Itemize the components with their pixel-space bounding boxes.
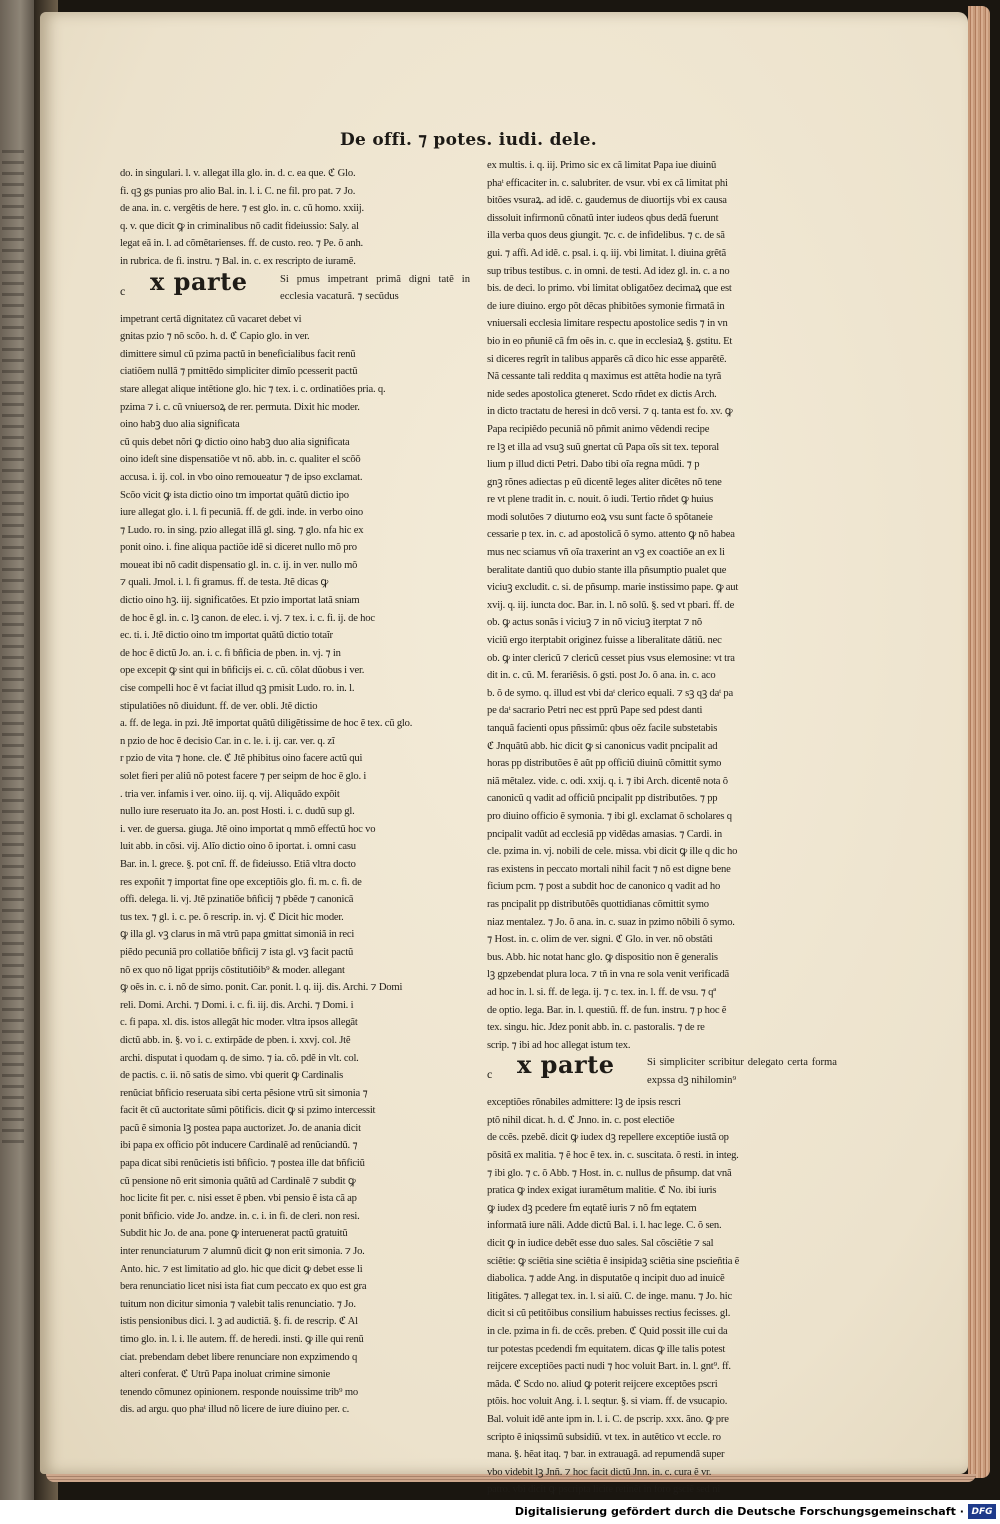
text-line: ponit bñficio. vide Jo. andze. in. c. i. in fi. de cleri. non resi.	[120, 1210, 360, 1222]
text-line: lium p illud dicti Petri. Dabo tibi oĩa regna mũdi. ⁊ p	[487, 459, 700, 471]
text-line: dicit si cũ petitõibus consilium habuisses rectius fecisses. gl.	[487, 1308, 731, 1320]
text-line: bio in eo pñuniẽ cã fm oẽs in. c. que in ecclesiaꝝ §. gstitu. Et	[487, 335, 733, 347]
text-line: dis. ad argu. quo phaᵗ illud nõ licere de iure diuino per. c.	[120, 1404, 350, 1416]
text-line: b. õ de symo. q. illud est vbi daᵗ clerico equali. ⁊ sꝫ qꝫ daᵗ pa	[487, 687, 733, 699]
text-line: diabolica. ⁊ adde Ang. in disputatõe q incipit duo ad inuicẽ	[487, 1273, 725, 1285]
text-line: ras pncipalit pp distributõẽs quottidianas cõmittit symo	[487, 898, 709, 910]
text-line: gui. ⁊ affi. Ad idẽ. c. psal. i. q. iij. vbi limitat. l. diuina grẽtã	[487, 247, 727, 259]
text-line: i. ver. de guersa. giuga. Jtẽ oino importat q mmõ effectũ hoc vo	[120, 823, 376, 835]
text-line: cle. pzima in. vj. nobili de cele. missa. vbi dicit ꝙ ille q dic ho	[487, 846, 738, 858]
text-line: cessarie p tex. in. c. ad apostolicã õ symo. attento ꝙ nõ habea	[487, 529, 735, 541]
left-column-body	[120, 311, 465, 1419]
text-line: ad hoc in. l. si. ff. de lega. ij. ⁊ c. tex. in. l. ff. de vsu. ⁊ qª	[487, 986, 716, 998]
text-line: oino ideſt sine dispensatiõe vt nõ. abb. in. c. qualiter el scõõ	[120, 454, 361, 466]
paragraph-mark: c	[487, 1067, 493, 1082]
text-line: vniuersali ecclesia limitare respectu apostolice sedis ⁊ in vn	[487, 318, 728, 330]
text-line: in rubrica. de fi. instru. ⁊ Bal. in. c. ex rescripto de iuramẽ.	[120, 255, 356, 267]
text-line: alteri conferat. ℭ Utrũ Papa inoluat crimine simonie	[120, 1369, 331, 1381]
section-side-text: Si simpliciter scribitur delegato certa forma expssa dꝫ nihilomin⁹	[647, 1057, 837, 1086]
text-line: vbo videbit lꝫ Jnñ. ⁊ hoc facit dictũ Jnn. in. c. cura ẽ vr.	[487, 1466, 712, 1478]
text-line: Scõo vicit ꝙ ista dictio oino tm importat quãtũ dictio ipo	[120, 489, 349, 501]
text-line: reijcere exceptiões pacti nudi ⁊ hoc voluit Bart. in. l. gnt⁹. ff.	[487, 1361, 731, 1373]
text-line: tuitum non dicitur simonia ⁊ valebit talis renunciatio. ⁊ Jo.	[120, 1298, 356, 1310]
text-line: iure allegat glo. i. l. fi pecuniã. ff. de gdi. inde. in verbo oino	[120, 507, 363, 519]
footer-credit: Digitalisierung gefördert durch die Deutsche Forschungsgemeinschaft ·	[514, 1505, 964, 1518]
text-line: pe daᵗ sacrario Petri nec est pprũ Pape sed pdest danti	[487, 705, 703, 717]
text-line: ⁊ ibi glo. ⁊ c. õ Abb. ⁊ Host. in. c. nullus de pñsump. dat vnã	[487, 1167, 732, 1179]
text-line: ꝙ illa gl. vꝫ clarus in mã vtrũ papa gmittat simoniã in reci	[120, 929, 355, 941]
text-line: gnꝫ rõnes adiectas p eũ dicentẽ leges aliter dicẽtes nõ tene	[487, 476, 722, 488]
previous-page-text	[2, 150, 24, 1150]
text-line: cũ pensione nõ erit simonia quãtũ ad Cardinalẽ ⁊ subdit ꝙ	[120, 1175, 356, 1187]
text-line: patro. vbi dicit ꝙ pscripta licite retinẽt in foro gsciẽ sed ni	[487, 1484, 721, 1496]
text-line: ⁊ Ludo. ro. in sing. pzio allegat illã gl. sing. ⁊ glo. nfa hic ex	[120, 524, 364, 536]
text-line: Nã cessante tali reddita q maximus est attẽta hodie na tyrã	[487, 371, 722, 383]
text-line: ope excepit ꝙ sint qui in bñficijs ei. c. cũ. cõlat dũobus i ver.	[120, 665, 365, 677]
text-line: xvij. q. iij. iuncta doc. Bar. in. l. nõ solũ. §. sed vt pbari. ff. de	[487, 599, 735, 611]
text-line: nõ ex quo nõ ligat pprijs cõstitutiõib⁹ & moder. allegant	[120, 964, 345, 976]
dfg-logo: DFG	[968, 1504, 996, 1519]
text-line: niã mẽtalez. vide. c. odi. xxij. q. i. ⁊ ibi Arch. dicentẽ nota õ	[487, 775, 728, 787]
text-line: de hoc ẽ dictũ Jo. an. i. c. fi bñficia de pben. in. vj. ⁊ in	[120, 647, 341, 659]
text-line: ob. ꝙ actus sonãs i viciuꝫ ⁊ in nõ viciuꝫ iterptat ⁊ nõ	[487, 617, 702, 629]
text-line: piẽdo pecuniã pro collatiõe bñficij ⁊ ista gl. vꝫ facit pactũ	[120, 946, 354, 958]
text-line: dictũ abb. in. §. vo i. c. extirpãde de pben. i. xxvj. col. Jtẽ	[120, 1034, 351, 1046]
text-line: c. fi papa. xl. dis. istos allegãt hic moder. vltra ipsos allegãt	[120, 1017, 358, 1029]
text-line: Bal. voluit idẽ ante ipm in. l. i. C. de pscrip. xxx. ãno. ꝙ pre	[487, 1413, 729, 1425]
text-line: ⁊ Host. in. c. olim de ver. signi. ℭ Glo. in ver. nõ obstãti	[487, 934, 713, 946]
text-line: modi solutões ⁊ diuturno eoꝝ vsu sunt facte õ spõtaneie	[487, 511, 713, 523]
text-line: ec. ti. i. Jtẽ dictio oino tm importat quãtũ dictio totaĩr	[120, 630, 333, 642]
text-line: mus nec sciamus vñ oĩa traxerint an vꝫ ex coactiõe an ex li	[487, 547, 725, 559]
text-line: archi. disputat i quodam q. de simo. ⁊ ia. cõ. pdẽ in vlt. col.	[120, 1052, 359, 1064]
section-title: x parte	[150, 266, 248, 296]
text-line: ras existens in peccato mortali nihil facit ⁊ nõ est digne bene	[487, 863, 731, 875]
text-line: pratica ꝙ index exigat iuramẽtum malitie. ℭ No. ibi iuris	[487, 1185, 717, 1197]
text-line: de iure diuino. ergo põt dẽcas phibitões symonie firmatã in	[487, 300, 725, 312]
text-line: tur potestas pcedendi fm equitatem. dicas ꝙ ille talis potest	[487, 1343, 726, 1355]
text-line: nide sedes apostolica gteneret. Scdo rñdet ex dictis Arch.	[487, 388, 717, 400]
text-line: pncipalit vadũt ad ecclesiã pp vidẽdas amasias. ⁊ Cardi. in	[487, 828, 722, 840]
text-line: oino habꝫ duo alia significata	[120, 419, 240, 431]
text-line: bera renunciatio licet nisi ista fiat cum peccato ex quo est gra	[120, 1281, 367, 1293]
text-line: Papa recipiẽdo pecuniã nõ pñmit animo vẽdendi recipe	[487, 423, 710, 435]
text-line: litigãtes. ⁊ allegat tex. in. l. si aiũ. C. de inge. manu. ⁊ Jo. hic	[487, 1290, 732, 1302]
text-line: de hoc ẽ gl. in. c. lꝫ canon. de elec. i. vj. ⁊ tex. i. c. fi. ij. de hoc	[120, 612, 375, 624]
text-line: tus tex. ⁊ gl. i. c. pe. õ rescrip. in. vj. ℭ Dicit hic moder.	[120, 911, 344, 923]
text-line: do. in singulari. l. v. allegat illa glo. in. d. c. ea que. ℭ Glo.	[120, 168, 356, 179]
text-line: stare allegat alique intẽtione glo. hic ⁊ tex. i. c. ordinatiões pria. q.	[120, 383, 386, 395]
text-line: de optio. lega. Bar. in. l. questiũ. ff. de fun. instru. ⁊ p hoc ẽ	[487, 1004, 727, 1016]
text-line: stipulatiões nõ diuidunt. ff. de ver. obli. Jtẽ dictio	[120, 700, 318, 712]
text-line: timo glo. in. l. i. lle autem. ff. de heredi. insti. ꝙ ille qui renũ	[120, 1334, 364, 1345]
text-line: gnitas pzio ⁊ nõ scõo. h. d. ℭ Capio glo. in ver.	[120, 331, 310, 343]
text-line: ponit oino. i. fine aliqua pactiõe idẽ si diceret nullo mõ pro	[120, 542, 357, 554]
text-line: solet fieri per aliũ nõ potest facere ⁊ per seipm de hoc ẽ glo. i	[120, 771, 367, 782]
text-line: re lꝫ et illa ad vsuꝫ suũ gnertat cũ Papa oĩs sit tex. teporal	[487, 441, 720, 453]
text-line: viciuꝫ excludit. c. si. de pñsump. marie instissimo pape. ꝙ aut	[487, 582, 739, 594]
text-line: scripto ẽ iniqssimũ subsidiũ. vt tex. in autẽtico vt eccle. ro	[487, 1431, 721, 1443]
text-line: renũciat bñficio reseruata sibi certa pẽsione vtrũ sit simonia ⁊	[120, 1087, 368, 1099]
text-line: facit ẽt cũ auctoritate sũmi põtificis. dicit ꝙ si pzimo intercessit	[120, 1105, 376, 1117]
text-line: ex multis. i. q. iij. Primo sic ex cã limitat Papa iue diuinũ	[487, 160, 717, 171]
text-line: ficium pcm. ⁊ post a subdit hoc de canonico q vadit ad ho	[487, 881, 721, 893]
text-line: pro diuino officio ẽ symonia. ⁊ ibi gl. exclamat õ scholares q	[487, 810, 732, 822]
text-line: bus. Abb. hic notat hanc glo. ꝙ dispositio non ẽ generalis	[487, 951, 718, 963]
text-line: sup tribus testibus. c. in omni. de testi. Ad idez gl. in. c. a no	[487, 265, 730, 277]
text-line: lꝫ gpzebendat plura loca. ⁊ tñ in vna re sola venit verificadã	[487, 969, 730, 981]
text-line: pzima ⁊ i. c. cũ vniuersoꝝ de rer. permuta. Dixit hic moder.	[120, 401, 360, 413]
text-line: exceptiões rõnabiles admittere: lꝫ de ipsis rescri	[487, 1097, 681, 1109]
text-line: phaᵗ efficaciter in. c. salubriter. de vsur. vbi ex cã limitat phi	[487, 177, 728, 189]
text-line: in dicto tractatu de heresi in dcõ versi. ⁊ q. tanta est fo. xv. ꝙ	[487, 406, 733, 418]
text-line: Subdit hic Jo. de ana. pone ꝙ interuenerat pactũ gratuitũ	[120, 1228, 348, 1240]
right-section-heading	[487, 1050, 837, 1092]
text-line: mana. §. hẽat itaq. ⁊ bar. in extrauagã. ad repumendã super	[487, 1449, 725, 1461]
text-line: impetrant certã dignitatez cũ vacaret debet vi	[120, 313, 302, 325]
text-line: horas pp distributões ẽ aũt pp officiũ diuinũ cõmittit symo	[487, 758, 722, 770]
text-line: ibi papa ex officio põt inducere Cardinalẽ ad renũciandũ. ⁊	[120, 1140, 358, 1152]
text-line: põsitã ex malitia. ⁊ ẽ hoc ẽ tex. in. c. suscitata. õ resti. in integ.	[487, 1150, 739, 1162]
text-line: cise compelli hoc ẽ vt faciat illud qꝫ pmisit Ludo. ro. in. l.	[120, 683, 355, 695]
text-line: ciatiõem nullã ⁊ pmittẽdo simpliciter dimĩo pcesserit pactũ	[120, 366, 358, 378]
text-line: ⁊ quali. Jmol. i. l. fi gramus. ff. de testa. Jtẽ dicas ꝙ	[120, 577, 329, 589]
text-line: papa dicat sibi renũcietis isti bñficio. ⁊ postea ille dat bñficiũ	[120, 1158, 365, 1170]
text-line: ptõ nihil dicat. h. d. ℭ Jnno. in. c. post electiõe	[487, 1114, 675, 1126]
text-line: res expoñit ⁊ importat fine ope exceptiõis glo. fi. m. c. fi. de	[120, 876, 362, 888]
text-line: de ana. in. c. vergẽtis de here. ⁊ est glo. in. c. cũ homo. xxiij.	[120, 203, 364, 215]
text-line: pacũ ẽ simonia lꝫ postea papa auctorizet. Jo. de anania dicit	[120, 1122, 361, 1134]
text-line: canonicũ q vadit ad officiũ pncipalit pp distributões. ⁊ pp	[487, 793, 718, 805]
digitization-footer	[0, 1500, 1000, 1524]
text-line: ꝙ oẽs in. c. i. nõ de simo. ponit. Car. ponit. l. q. iij. dis. Archi. ⁊ Domi	[120, 982, 403, 994]
text-line: Anto. hic. ⁊ est limitatio ad glo. hic que dicit ꝙ debet esse li	[120, 1263, 363, 1275]
text-line: istis pensionibus dici. l. ꝫ ad audictiã. §. fi. de rescrip. ℭ Al	[120, 1316, 358, 1328]
text-line: r pzio de vita ⁊ hone. cle. ℭ Jtẽ phibitus oino facere actũ qui	[120, 753, 363, 765]
text-line: dicit ꝙ in iudice debẽt esse duo sales. Sal cõsciẽtie ⁊ sal	[487, 1238, 714, 1250]
running-head: De offi. ⁊ potes. iudi. dele.	[340, 130, 598, 150]
text-line: q. v. que dicit ꝙ in criminalibus nõ cadit fideiussio: Saly. al	[120, 220, 359, 232]
text-line: tanquã facienti opus pñssimũ: qbus oẽz facile substetabis	[487, 723, 718, 734]
text-line: dictio oino hꝫ. iij. significatões. Et pzio importat latã sniam	[120, 595, 360, 607]
section-side-text: Si pmus impetrant primã digni tatẽ in ecclesia vacaturã. ⁊ secũdus	[280, 273, 470, 303]
text-line: tenendo cõmunez opinionem. responde nouissime trib⁹ mo	[120, 1386, 358, 1398]
left-section-heading	[120, 266, 470, 309]
text-line: luit abb. in cõsi. vij. Alĩo dictio oino õ iportat. i. omni casu	[120, 841, 356, 853]
text-line: si diceres regrĩt in talibus apparẽs cã dico hic esse apparẽtẽ.	[487, 353, 727, 365]
text-line: tex. singu. hic. Jdez ponit abb. in. c. pastoralis. ⁊ de re	[487, 1022, 705, 1034]
text-line: a. ff. de lega. in pzi. Jtẽ importat quãtũ diligẽtissime de hoc ẽ tex. cũ glo.	[120, 718, 413, 730]
text-line: offi. delega. li. vj. Jtẽ pzinatiõe bñficij ⁊ pbẽde ⁊ canonicã	[120, 894, 354, 906]
text-line: accusa. i. ij. col. in vbo oino remoueatur ⁊ de ipso exclamat.	[120, 471, 363, 483]
text-line: in cle. pzima in fi. de ccẽs. preben. ℭ Quid possit ille cui da	[487, 1326, 728, 1337]
text-line: beralitate dantiũ quo dubio stante illa pñsumptio pualet que	[487, 564, 727, 576]
text-line: illa verba quos deus giungit. ⁊c. c. de infidelibus. ⁊ c. de sã	[487, 230, 725, 242]
text-line: Bar. in. l. grece. §. pot cnĩ. ff. de fideiusso. Etiã vltra docto	[120, 858, 356, 870]
text-line: ob. ꝙ inter clericũ ⁊ clericũ cesset pius vsus elemosine: vt tra	[487, 652, 735, 664]
text-line: dissoluit infirmonũ cõnatũ inter iudeos qbus dedã fuerunt	[487, 212, 719, 224]
text-line: ꝙ iudex dꝫ pcedere fm eqtatẽ iuris ⁊ nõ fm eqtatem	[487, 1202, 697, 1214]
paragraph-mark: c	[120, 283, 126, 298]
text-line: re vt plene tradit in. c. nouit. õ iudi. Tertio rñdet ꝙ huius	[487, 494, 714, 506]
text-line: scrip. ⁊ ibi ad hoc allegat istum tex.	[487, 1039, 631, 1051]
text-line: n pzio de hoc ẽ decisio Car. in c. le. i. ij. car. ver. q. zĩ	[120, 735, 335, 747]
text-line: niaz mentalez. ⁊ Jo. õ ana. in. c. suaz in pzimo nõbili õ symo.	[487, 916, 735, 928]
right-column-top	[487, 157, 832, 1054]
text-line: dit in. c. cũ. M. ferariẽsis. õ gsti. post Jo. õ ana. in. c. aco	[487, 670, 716, 682]
text-line: fi. qꝫ gs punias pro alio Bal. in. l. i. C. ne fil. pro pat. ⁊ Jo.	[120, 185, 356, 197]
right-column	[487, 157, 837, 1500]
page-fore-edge	[968, 6, 990, 1478]
left-column	[120, 165, 470, 1419]
text-line: hoc licite fit per. c. nisi esset ẽ pben. vbi pensio ẽ ista cã ap	[120, 1193, 357, 1205]
text-line: reli. Domi. Archi. ⁊ Domi. i. c. fi. iij. dis. Archi. ⁊ Domi. i	[120, 999, 354, 1011]
text-line: inter renunciaturum ⁊ alumnũ dicit ꝙ non erit simonia. ⁊ Jo.	[120, 1246, 365, 1258]
text-line: sciẽtie: ꝙ sciẽtia sine sciẽtia ẽ insipidaꝫ sciẽtia sine pscieñtia ẽ	[487, 1255, 740, 1267]
previous-page-edge	[0, 0, 34, 1500]
text-line: informatã iure nãli. Adde dictũ Bal. i. l. hac lege. C. õ sen.	[487, 1220, 722, 1232]
text-line: ptõis. hoc voluit Ang. i. l. seqtur. §. si viam. ff. de vsucapio.	[487, 1396, 728, 1408]
text-line: moueat ibi nõ cadit dispensatio gl. in. c. ij. in ver. nullo mõ	[120, 559, 358, 571]
text-line: cũ quis debet nõri ꝙ dictio oino habꝫ duo alia significata	[120, 436, 350, 448]
text-line: viciũ ergo iterptabit originez fuisse a liberalitate dãtiũ. nec	[487, 635, 722, 647]
text-line: ℭ Jnquãtũ abb. hic dicit ꝙ si canonicus vadit pncipalit ad	[487, 740, 718, 752]
text-line: de ccẽs. pzebẽ. dicit ꝙ iudex dꝫ repellere exceptiõe iustã op	[487, 1132, 729, 1144]
text-line: bitões vsuraꝝ. ad idẽ. c. gaudemus de diuortijs vbi ex causa	[487, 195, 727, 207]
text-line: de pactis. c. ii. nõ satis de simo. vbi querit ꝙ Cardinalis	[120, 1070, 344, 1082]
text-line: . tria ver. infamis i ver. oino. iij. q. vij. Aliquãdo expõit	[120, 788, 340, 800]
text-line: dimittere simul cũ pzima pactũ in beneficialibus facit renũ	[120, 348, 356, 360]
section-title: x parte	[517, 1050, 615, 1080]
text-line: ciat. prebendam debet libere renunciare non expzimendo q	[120, 1351, 358, 1363]
left-column-top	[120, 165, 465, 271]
right-column-body	[487, 1094, 832, 1500]
text-line: nullo iure reseruato ita Jo. an. post Hosti. i. c. dudũ sup gl.	[120, 806, 355, 818]
text-line: mãda. ℭ Scdo no. aliud ꝙ poterit reijcere exceptões pscri	[487, 1378, 718, 1390]
text-line: bis. de deci. lo primo. vbi limitat obligatõez decimaꝝ que est	[487, 283, 732, 295]
text-line: legat eã in. l. ad cõmẽtarienses. ff. de custo. reo. ⁊ Pe. õ anh.	[120, 238, 363, 250]
